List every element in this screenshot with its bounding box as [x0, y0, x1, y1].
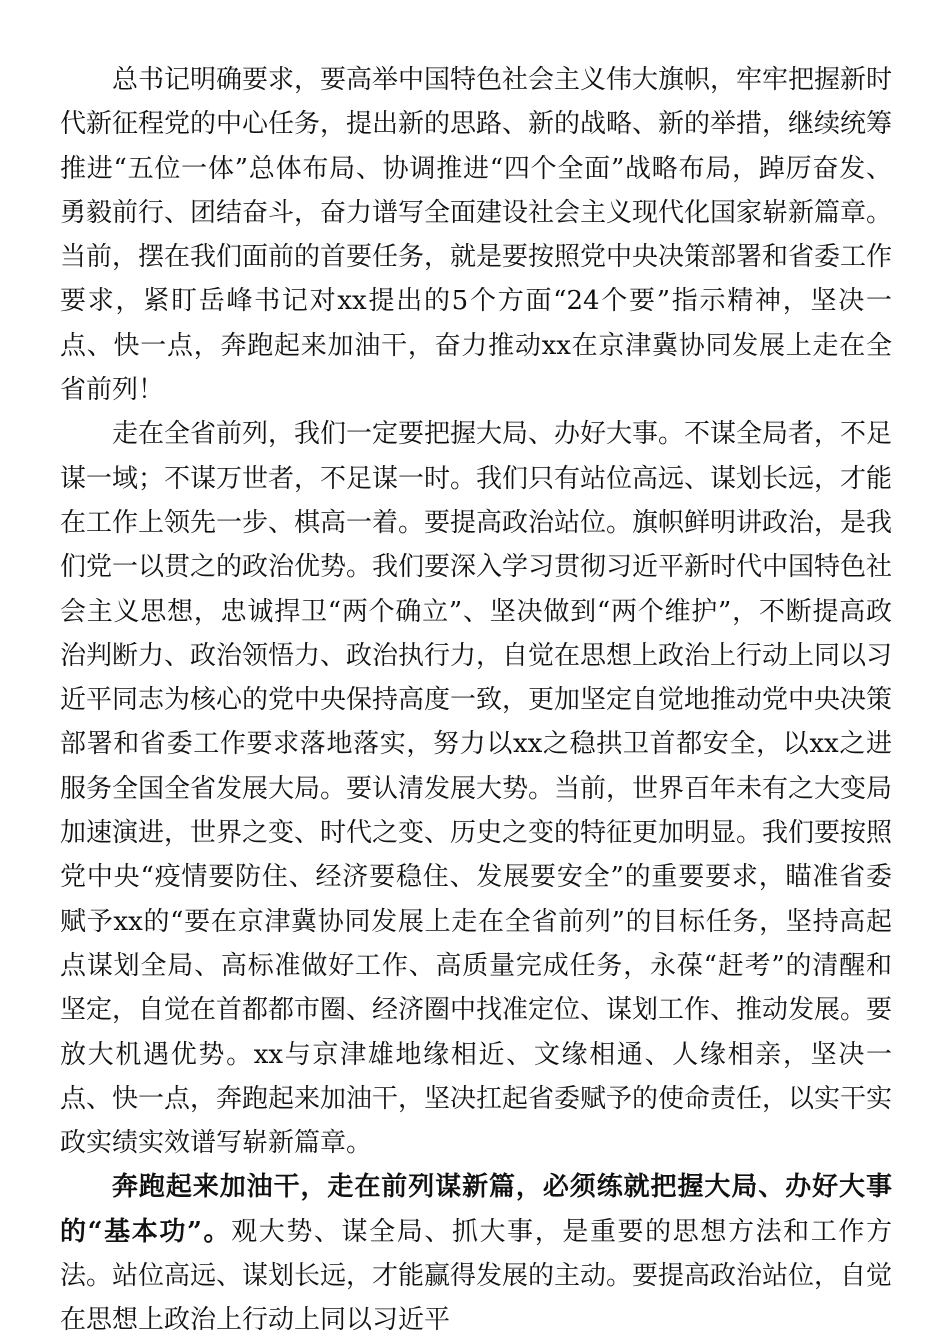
paragraph-1 — [60, 58, 892, 412]
paragraph-1-text: 总书记明确要求，要高举中国特色社会主义伟大旗帜，牢牢把握新时代新征程党的中心任务，提出新的思路、新的战略、新的举措，继续统筹推进“五位一体”总体布局、协调推进“四个全面”战略布局，踔厉奋发、勇毅前行、团结奋斗，奋力谱写全面建设社会主义现代化国家崭新篇章。当前，摆在我们面前的首要任务，就是要按照党中央决策部署和省委工作要求，紧盯岳峰书记对xx提出的5个方面“24个要”指示精神，坚决一点、快一点，奔跑起来加油干，奋力推动xx在京津冀协同发展上走在全省前列！ — [60, 65, 893, 406]
paragraph-3 — [60, 1165, 892, 1342]
paragraph-3-bold-lead: 奔跑起来加油干，走在前列谋新篇，必须练就把握大局、办好大事的“基本功”。 — [60, 1172, 892, 1247]
paragraph-2-text: 走在全省前列，我们一定要把握大局、办好大事。不谋全局者，不足谋一域；不谋万世者，不足谋一时。我们只有站位高远、谋划长远，才能在工作上领先一步、棋高一着。要提高政治站位。旗帜鲜明讲政治，是我们党一以贯之的政治优势。我们要深入学习贯彻习近平新时代中国特色社会主义思想，忠诚捍卫“两个确立”、坚决做到“两个维护”，不断提高政治判断力、政治领悟力、政治执行力，自觉在思想上政治上行动上同以习近平同志为核心的党中央保持高度一致，更加坚定自觉地推动党中央决策部署和省委工作要求落地落实，努力以xx之稳拱卫首都安全，以xx之进服务全国全省发展大局。要认清发展大势。当前，世界百年未有之大变局加速演进，世界之变、时代之变、历史之变的特征更加明显。我们要按照党中央“疫情要防住、经济要稳住、发展要安全”的重要要求，瞄准省委赋予xx的“要在京津冀协同发展上走在全省前列”的目标任务，坚持高起点谋划全局、高标准做好工作、高质量完成任务，永葆“赶考”的清醒和坚定，自觉在首都都市圈、经济圈中找准定位、谋划工作、推动发展。要放大机遇优势。xx与京津雄地缘相近、文缘相通、人缘相亲，坚决一点、快一点，奔跑起来加油干，坚决扛起省委赋予的使命责任，以实干实政实绩实效谱写崭新篇章。 — [60, 419, 893, 1159]
document-page — [60, 58, 892, 1343]
paragraph-2 — [60, 412, 892, 1165]
paragraph-3-text: 观大势、谋全局、抓大事，是重要的思想方法和工作方法。站位高远、谋划长远，才能赢得发展的主动。要提高政治站位，自觉在思想上政治上行动上同以习近平 — [60, 1216, 893, 1336]
